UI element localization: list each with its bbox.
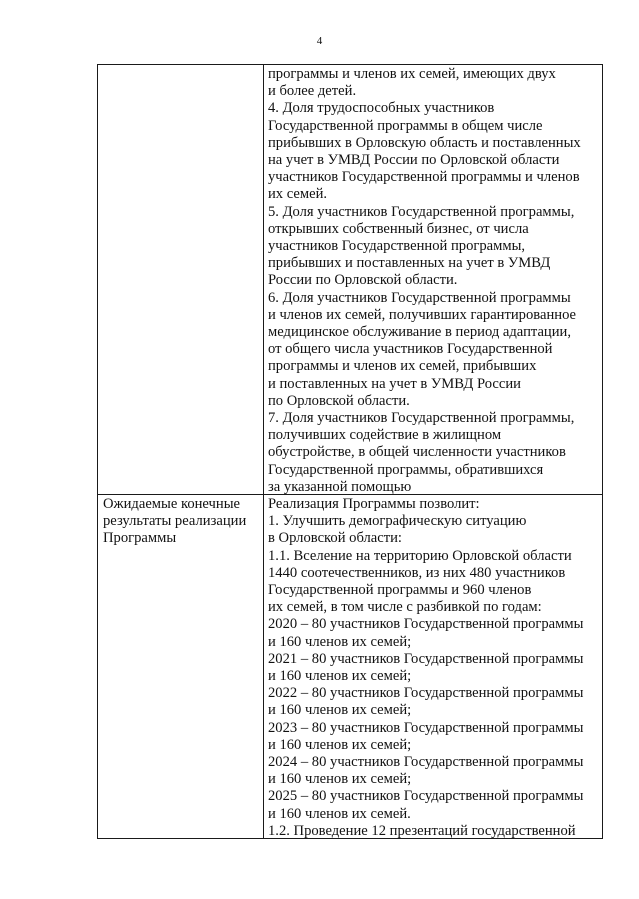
content-text-line: и членов их семей, получивших гарантированное (268, 306, 577, 323)
table-cell-label (98, 495, 264, 839)
content-text-line: и 160 членов их семей; (268, 633, 412, 650)
content-text-line: участников Государственной программы и членов (268, 169, 580, 186)
table-cell-content (264, 65, 602, 494)
content-text-line: медицинское обслуживание в период адаптации, (268, 324, 572, 340)
content-text-line: 2023 – 80 участников Государственной программы (268, 719, 584, 736)
content-text-line: по Орловской области. (268, 392, 410, 409)
label-text-line: результаты реализации (103, 513, 247, 530)
label-text-line: Программы (103, 530, 177, 547)
content-text-line: 2021 – 80 участников Государственной программы (268, 650, 584, 667)
content-text-line: и поставленных на учет в УМВД России (268, 375, 521, 392)
page-number: 4 (316, 35, 323, 47)
content-text-line: 1.2. Проведение 12 презентаций государственной (268, 822, 576, 839)
content-text-line: за указанной помощью (268, 478, 412, 495)
label-text-line: Ожидаемые конечные (103, 496, 240, 512)
program-passport-table (97, 64, 603, 839)
content-text-line: 7. Доля участников Государственной программы, (268, 410, 575, 426)
content-text-line: получивших содействие в жилищном (268, 427, 502, 444)
content-text-line: их семей, в том числе с разбивкой по годам: (268, 599, 542, 616)
content-text-line: на учет в УМВД России по Орловской области (268, 152, 560, 168)
content-text-line: и 160 членов их семей; (268, 736, 412, 753)
content-text-line: в Орловской области: (268, 530, 402, 547)
content-text-line: России по Орловской области. (268, 272, 458, 289)
content-text-line: 1. Улучшить демографическую ситуацию (268, 513, 527, 530)
content-text-line: 2024 – 80 участников Государственной программы (268, 754, 584, 770)
content-text-line: и 160 членов их семей; (268, 702, 412, 719)
content-text-line: и 160 членов их семей; (268, 771, 412, 788)
content-text-line: 2022 – 80 участников Государственной программы (268, 685, 584, 702)
content-text-line: программы и членов их семей, имеющих двух (268, 66, 556, 82)
table-cell-content (264, 495, 602, 839)
content-text-line: 1.1. Вселение на территорию Орловской области (268, 547, 572, 564)
content-text-line: их семей. (268, 186, 328, 203)
content-text-line: 6. Доля участников Государственной программы (268, 289, 571, 306)
content-text-line: Государственной программы, обратившихся (268, 461, 544, 478)
content-text-line: обустройстве, в общей численности участников (268, 444, 566, 461)
content-text-line: и 160 членов их семей; (268, 668, 412, 684)
content-text-line: Реализация Программы позволит: (268, 496, 480, 512)
content-text-line: участников Государственной программы, (268, 238, 526, 254)
content-text-line: 1440 соотечественников, из них 480 участников (268, 564, 566, 581)
content-text-line: прибывших в Орловскую область и поставленных (268, 134, 581, 151)
content-text-line: Государственной программы в общем числе (268, 117, 543, 134)
content-text-line: и 160 членов их семей. (268, 805, 411, 822)
content-text-line: открывших собственный бизнес, от числа (268, 220, 529, 237)
content-text-line: Государственной программы и 960 членов (268, 582, 532, 598)
content-text-line: прибывших и поставленных на учет в УМВД (268, 255, 551, 272)
content-text-line: 2020 – 80 участников Государственной программы (268, 616, 584, 633)
content-text-line: программы и членов их семей, прибывших (268, 358, 537, 375)
table-row-target-indicators (98, 65, 602, 494)
content-text-line: от общего числа участников Государственной (268, 341, 553, 358)
content-text-line: 2025 – 80 участников Государственной программы (268, 788, 584, 805)
content-text-line: и более детей. (268, 83, 357, 100)
table-cell-label (98, 65, 264, 494)
content-text-line: 4. Доля трудоспособных участников (268, 100, 495, 117)
table-row-expected-results (98, 494, 602, 839)
content-text-line: 5. Доля участников Государственной программы, (268, 203, 575, 220)
